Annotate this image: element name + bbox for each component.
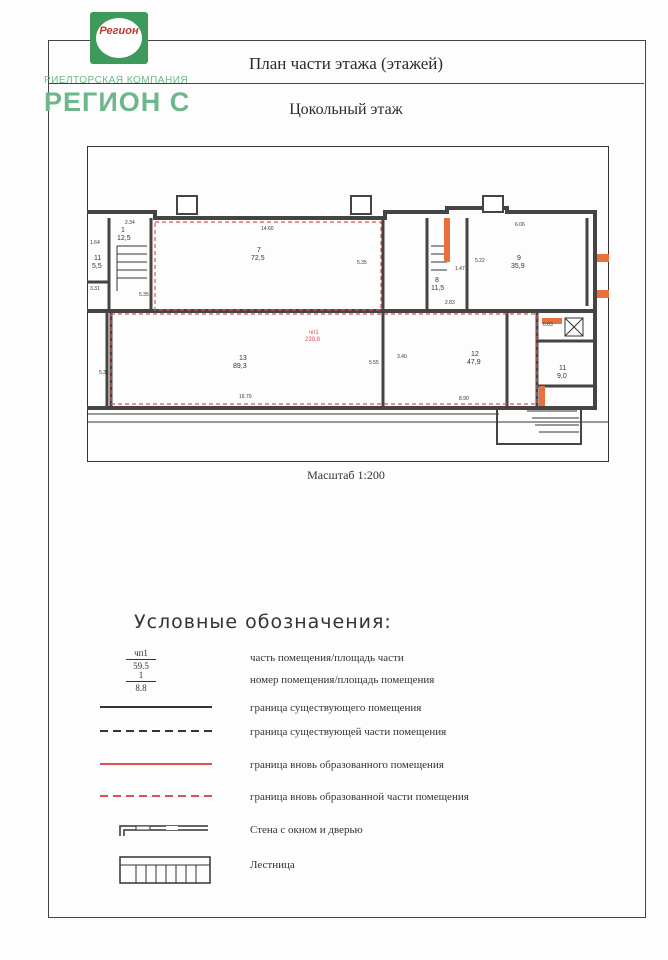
room-area: 35,9	[511, 263, 525, 270]
legend-item-wall	[96, 820, 576, 850]
room-area: 72,5	[251, 255, 265, 262]
room-number: 11	[94, 255, 102, 262]
dimension-label: 8.90	[459, 396, 469, 402]
dimension-label: 3.31	[90, 286, 100, 292]
legend-item-new-part	[96, 787, 576, 817]
room-area: 5,5	[92, 263, 102, 270]
legend-text: Лестница	[250, 859, 295, 871]
part-area: 239,8	[305, 337, 321, 343]
room-area: 9,0	[557, 373, 567, 380]
logo-tagline: РИЕЛТОРСКАЯ КОМПАНИЯ	[44, 75, 189, 86]
legend-text: граница существующей части помещения	[250, 726, 447, 738]
dashed-line-icon	[96, 722, 216, 752]
legend-item-room-symbol	[96, 670, 576, 700]
logo-badge	[90, 12, 148, 64]
legend-item-stairs	[96, 855, 576, 885]
legend-text: граница вновь образованного помещения	[250, 759, 444, 771]
legend-text: Стена с окном и дверью	[250, 824, 363, 836]
dimension-label: 2.34	[125, 220, 135, 226]
legend-text: граница существующего помещения	[250, 702, 422, 714]
legend-text: часть помещения/площадь части	[250, 652, 404, 664]
room-number: 12	[471, 351, 479, 358]
legend-text: номер помещения/площадь помещения	[250, 674, 435, 686]
dimension-label: 14.60	[261, 226, 274, 232]
room-area: 11,5	[431, 285, 445, 292]
dimension-label: 1.47	[455, 266, 465, 272]
part-number: чп1	[309, 330, 319, 336]
legend-item-existing-part	[96, 722, 576, 752]
dimension-label: 5.35	[357, 260, 367, 266]
room-number: 9	[517, 255, 521, 262]
fraction-denominator: 8.8	[135, 683, 147, 693]
floor-name: Цокольный этаж	[289, 101, 403, 118]
room-area: 12,5	[117, 235, 131, 242]
dimension-label: 5.35	[139, 292, 149, 298]
dimension-label: 5.55	[369, 360, 379, 366]
logo-name: РЕГИОН С	[44, 87, 191, 117]
company-logo	[44, 12, 244, 117]
room-number: 13	[239, 355, 247, 362]
dimension-label: 3.40	[397, 354, 407, 360]
floor-plan	[87, 146, 609, 462]
logo-mark: Регион	[99, 25, 139, 37]
legend-symbol	[96, 670, 216, 700]
room-number: 8	[435, 277, 439, 284]
room-number: 11	[559, 365, 567, 372]
room-area: 89,3	[233, 363, 247, 370]
document-title: План части этажа (этажей)	[248, 54, 444, 73]
fraction-symbol	[126, 648, 156, 671]
fraction-denominator: 59.5	[133, 661, 149, 671]
dimension-label: 16.70	[239, 394, 252, 400]
fraction-symbol	[126, 670, 156, 693]
wall-window-door-icon	[96, 820, 216, 850]
legend-item-new-room	[96, 755, 576, 785]
dimension-label: 6.06	[515, 222, 525, 228]
room-number: 1	[121, 227, 125, 234]
dimension-label: 5.38	[99, 370, 109, 376]
dimension-label: 2.83	[445, 300, 455, 306]
dimension-label: 5.22	[475, 258, 485, 264]
legend-heading: Условные обозначения:	[134, 611, 392, 633]
fraction-numerator: 1	[126, 670, 156, 682]
room-number: 7	[257, 247, 261, 254]
red-dashed-line-icon	[96, 787, 216, 817]
outer-walls	[87, 208, 595, 408]
fraction-numerator: чп1	[126, 648, 156, 660]
stairs-icon	[96, 855, 216, 885]
globe-icon	[96, 18, 142, 58]
scale-label: Масштаб 1:200	[307, 468, 385, 482]
dimension-label: 1.64	[90, 240, 100, 246]
legend-text: граница вновь образованной части помещения	[250, 791, 469, 803]
room-area: 47,9	[467, 359, 481, 366]
red-solid-line-icon	[96, 755, 216, 785]
dimension-label: 0.63	[543, 322, 553, 328]
